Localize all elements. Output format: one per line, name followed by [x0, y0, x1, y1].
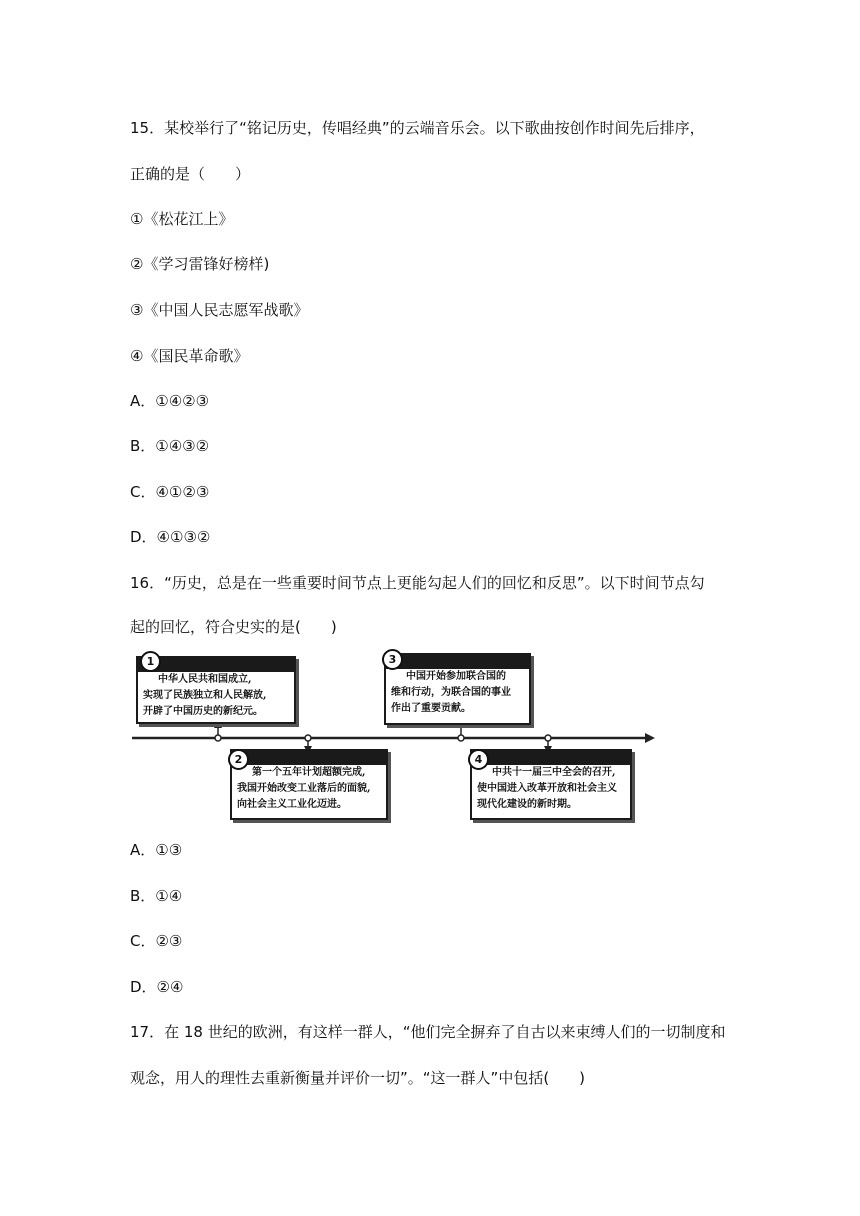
question-16-stem-line2: 起的回忆，符合史实的是( ): [130, 618, 337, 636]
timeline-box-4-header: [472, 751, 630, 765]
question-17-stem-line1: 17．在 18 世纪的欧洲，有这样一群人，“他们完全摒弃了自古以来束缚人们的一切制度和: [130, 1023, 726, 1041]
timeline-arrowhead: [645, 733, 655, 743]
timeline-box-1-line3: 开辟了中国历史的新纪元。: [143, 706, 263, 717]
question-15-option-c: C．④①②③: [130, 483, 210, 501]
question-16-stem-line1: 16．“历史，总是在一些重要时间节点上更能勾起人们的回忆和反思”。以下时间节点勾: [130, 574, 705, 592]
timeline-box-2-line2: 我国开始改变工业落后的面貌,: [237, 783, 371, 794]
timeline-box-2-line1: 第一个五年计划超额完成,: [252, 767, 366, 778]
timeline-box-3-line1: 中国开始参加联合国的: [406, 671, 506, 682]
question-15-stem-line2: 正确的是（ ）: [130, 165, 251, 183]
question-15-stem-line1: 15．某校举行了“铭记历史，传唱经典”的云端音乐会。以下歌曲按创作时间先后排序，: [130, 119, 705, 137]
timeline-badge-4: 4: [468, 749, 489, 770]
question-16-option-b: B．①④: [130, 887, 183, 905]
timeline-node-1: [215, 735, 221, 741]
question-15-option-a: A．①④②③: [130, 392, 210, 410]
timeline-box-3: [384, 653, 531, 725]
timeline-box-1-line1: 中华人民共和国成立,: [158, 674, 252, 685]
timeline-box-1: [136, 656, 296, 724]
timeline-node-3: [458, 735, 464, 741]
question-16-option-d: D．②④: [130, 978, 184, 996]
question-15-item-1: ①《松花江上》: [130, 210, 234, 228]
timeline-box-4-line2: 使中国进入改革开放和社会主义: [477, 783, 617, 794]
timeline-node-2: [305, 735, 311, 741]
timeline-box-3-line2: 维和行动，为联合国的事业: [391, 687, 511, 698]
question-15-option-d: D．④①③②: [130, 528, 211, 546]
question-16-option-c: C．②③: [130, 932, 183, 950]
timeline-box-1-line2: 实现了民族独立和人民解放,: [143, 690, 267, 701]
timeline-figure: [130, 646, 655, 824]
question-15-item-2: ②《学习雷锋好榜样): [130, 255, 270, 273]
timeline-badge-3: 3: [382, 649, 403, 670]
timeline-box-4: [470, 749, 632, 820]
timeline-box-2-line3: 向社会主义工业化迈进。: [237, 799, 347, 810]
question-16-option-a: A．①③: [130, 841, 183, 859]
timeline-box-1-header: [138, 658, 294, 672]
timeline-box-3-line3: 作出了重要贡献。: [391, 703, 471, 714]
timeline-box-4-line3: 现代化建设的新时期。: [477, 799, 577, 810]
question-15-option-b: B．①④③②: [130, 437, 210, 455]
timeline-box-2-header: [232, 751, 386, 765]
question-17-stem-line2: 观念，用人的理性去重新衡量并评价一切”。“这一群人”中包括( ): [130, 1069, 586, 1087]
timeline-box-3-header: [386, 655, 529, 669]
timeline-box-4-line1: 中共十一届三中全会的召开,: [492, 767, 616, 778]
timeline-badge-2: 2: [228, 749, 249, 770]
question-15-item-3: ③《中国人民志愿军战歌》: [130, 301, 309, 319]
question-15-item-4: ④《国民革命歌》: [130, 347, 249, 365]
timeline-node-4: [545, 735, 551, 741]
timeline-badge-1: 1: [140, 651, 161, 672]
timeline-box-2: [230, 749, 388, 820]
